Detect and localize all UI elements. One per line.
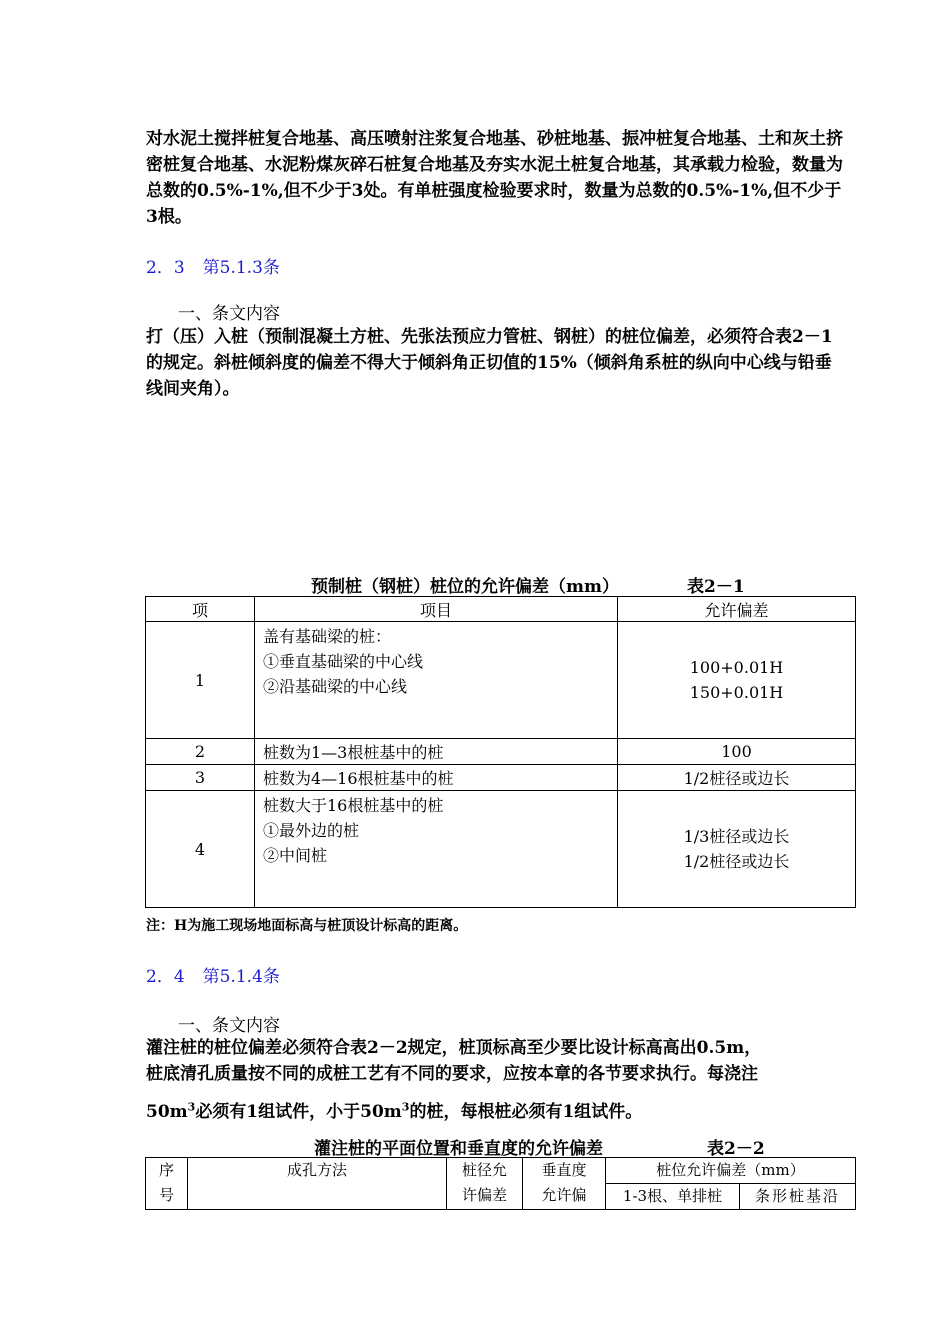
section-heading-2-3 [146, 253, 298, 278]
row-number: 1 [146, 622, 255, 739]
header-tolerance: 允许偏差 [618, 597, 856, 622]
clause-paragraph-5-1-4-line2: 桩底清孔质量按不同的成桩工艺有不同的要求，应按本章的各节要求执行。每浇注 [146, 1064, 758, 1084]
table-row [146, 765, 856, 791]
header-position-a: 1-3根、单排桩 [606, 1184, 740, 1210]
row-item: 桩数大于16根桩基中的桩 ①最外边的桩 ②中间桩 [255, 791, 618, 908]
header-verticality-tolerance: 垂直度 允许偏 [523, 1158, 606, 1210]
header-method: 成孔方法 [188, 1158, 447, 1210]
header-position-tolerance: 桩位允许偏差（mm） [606, 1158, 856, 1184]
table2-title: 灌注桩的平面位置和垂直度的允许偏差 [314, 1139, 603, 1159]
table2-caption [314, 1134, 765, 1159]
header-no: 项 [146, 597, 255, 622]
table-header-row [146, 1158, 856, 1184]
header-item: 项目 [255, 597, 618, 622]
row-number: 4 [146, 791, 255, 908]
row-tolerance: 100+0.01H 150+0.01H [618, 622, 856, 739]
clause-paragraph-5-1-3: 打（压）入桩（预制混凝土方桩、先张法预应力管桩、钢桩）的桩位偏差，必须符合表2－1的规定。斜桩倾斜度的偏差不得大于倾斜角正切值的15%（倾斜角系桩的纵向中心线与铅垂线间夹角）。 [146, 327, 833, 399]
table1-title: 预制桩（钢桩）桩位的允许偏差（mm） [311, 577, 619, 597]
row-item: 盖有基础梁的桩： ①垂直基础梁的中心线 ②沿基础梁的中心线 [255, 622, 618, 739]
table1-caption [311, 572, 745, 597]
clause-paragraph-5-1-4-line1: 灌注桩的桩位偏差必须符合表2－2规定，桩顶标高至少要比设计标高高出0.5m， [146, 1038, 762, 1058]
bored-pile-tolerance-table [145, 1157, 856, 1210]
subheading-content: 一、条文内容 [178, 1016, 280, 1036]
clause-paragraph-5-1-4-line3: $50m^3$必须有1组试件，小于$50m^3$的桩，每根桩必须有1组试件。 [146, 1100, 643, 1122]
row-item: 桩数为4—16根桩基中的桩 [255, 765, 618, 791]
table-header-row [146, 597, 856, 622]
section-title: 第5.1.4条 [202, 967, 280, 987]
row-number: 2 [146, 739, 255, 765]
section-number: 2．3 [146, 258, 185, 278]
section-heading-2-4 [146, 962, 298, 987]
table2-number: 表2－2 [707, 1139, 765, 1159]
header-position-b: 条形桩基沿 [740, 1184, 856, 1210]
intro-paragraph: 对水泥土搅拌桩复合地基、高压喷射注浆复合地基、砂桩地基、振冲桩复合地基、土和灰土挤密桩复合地基、水泥粉煤灰碎石桩复合地基及夯实水泥土桩复合地基，其承载力检验，数量为总数的0.5%-1%,但不少于3处。有单桩强度检验要求时，数量为总数的0.5%-1%,但不少于3根。 [146, 129, 843, 227]
row-item: 桩数为1—3根桩基中的桩 [255, 739, 618, 765]
section-number: 2．4 [146, 967, 185, 987]
subheading-content: 一、条文内容 [178, 304, 280, 324]
table1-number: 表2－1 [686, 577, 745, 597]
row-tolerance: 100 [618, 739, 856, 765]
pile-position-tolerance-table [145, 596, 856, 908]
table-row [146, 791, 856, 908]
row-tolerance: 1/3桩径或边长 1/2桩径或边长 [618, 791, 856, 908]
table-row [146, 739, 856, 765]
table1-note: 注：H为施工现场地面标高与桩顶设计标高的距离。 [146, 918, 468, 934]
row-number: 3 [146, 765, 255, 791]
section-title: 第5.1.3条 [202, 258, 280, 278]
header-seq: 序 号 [146, 1158, 188, 1210]
header-diameter-tolerance: 桩径允 许偏差 [447, 1158, 523, 1210]
table-row [146, 622, 856, 739]
row-tolerance: 1/2桩径或边长 [618, 765, 856, 791]
